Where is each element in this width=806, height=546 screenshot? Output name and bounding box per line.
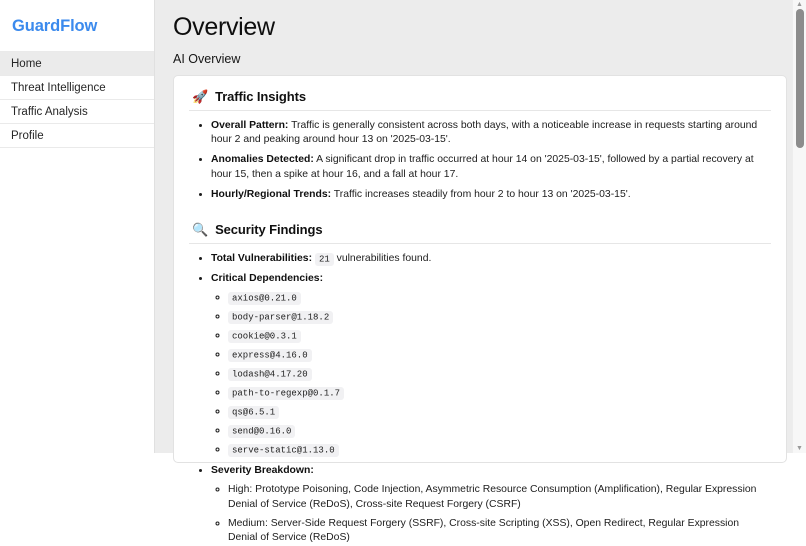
- traffic-insights-heading-text: Traffic Insights: [215, 89, 306, 104]
- dependency-name: express@4.16.0: [228, 349, 312, 362]
- traffic-insight-text: Traffic is generally consistent across both days, with a noticeable increase in requests starting around hour 2 and peaking around hour 13 on '2025-03-15'.: [211, 120, 758, 146]
- dependency-name: axios@0.21.0: [228, 292, 301, 305]
- scrollbar-thumb[interactable]: [796, 9, 804, 148]
- severity-breakdown-item: [211, 463, 771, 546]
- traffic-insight-label: Anomalies Detected:: [211, 154, 314, 166]
- dependency-item: [228, 404, 771, 420]
- scrollbar-down-arrow-icon[interactable]: ▼: [796, 445, 803, 452]
- sidebar-item-threat-intelligence[interactable]: [0, 75, 154, 100]
- sidebar-item-traffic-analysis[interactable]: [0, 99, 154, 124]
- traffic-insights-heading: [189, 86, 771, 104]
- severity-item: ◦ Medium: Server-Side Request Forgery (SSRF), Cross-site Scripting (XSS), Open Redirect, Regular Expression Denial of Service (ReDoS): [228, 516, 771, 546]
- dependency-name: qs@6.5.1: [228, 406, 279, 419]
- sidebar-item-label: Profile: [11, 129, 44, 142]
- dependency-item: [228, 347, 771, 363]
- dependency-item: [228, 328, 771, 344]
- critical-dependencies-label: Critical Dependencies:: [211, 273, 324, 285]
- security-findings-list: [189, 251, 771, 546]
- security-findings-divider: [189, 243, 771, 244]
- traffic-insights-divider: [189, 110, 771, 111]
- sidebar-item-label: Home: [11, 57, 42, 70]
- dependency-name: serve-static@1.13.0: [228, 444, 339, 457]
- severity-breakdown-label: Severity Breakdown:: [211, 464, 314, 476]
- total-vulnerabilities-suffix: vulnerabilities found.: [333, 253, 432, 265]
- dependency-item: [228, 423, 771, 439]
- ai-overview-card: [173, 75, 787, 544]
- section-spacer: [189, 207, 771, 219]
- dependency-item: [228, 385, 771, 401]
- sidebar: [0, 0, 155, 453]
- main-content: [155, 0, 806, 544]
- brand-logo[interactable]: GuardFlow: [12, 16, 98, 35]
- traffic-insight-item: [211, 152, 771, 181]
- dependency-name: body-parser@1.18.2: [228, 311, 333, 324]
- critical-dependencies-item: [211, 271, 771, 458]
- traffic-insight-label: Hourly/Regional Trends:: [211, 188, 332, 200]
- severity-item: ◦ High: Prototype Poisoning, Code Injection, Asymmetric Resource Consumption (Amplification), Regular Expression Denial of Service (ReDoS), Cross-site Request Forgery (CSRF): [228, 482, 771, 512]
- magnifying-glass-icon: 🔍: [192, 222, 209, 238]
- traffic-insight-text: Traffic increases steadily from hour 2 to hour 13 on '2025-03-15'.: [331, 188, 631, 200]
- dependency-item: [228, 290, 771, 306]
- security-findings-heading-text: Security Findings: [215, 222, 323, 238]
- traffic-insight-item: [211, 187, 771, 202]
- scrollbar-up-arrow-icon[interactable]: ▲: [796, 1, 803, 8]
- sidebar-item-label: Threat Intelligence: [11, 81, 106, 94]
- traffic-insights-list: [189, 118, 771, 202]
- section-label: AI Overview: [173, 52, 241, 66]
- dependency-name: lodash@4.17.20: [228, 368, 312, 381]
- total-vulnerabilities-label: Total Vulnerabilities:: [211, 253, 313, 265]
- page-title: Overview: [173, 13, 275, 41]
- sidebar-item-home[interactable]: [0, 51, 154, 76]
- dependency-item: [228, 309, 771, 325]
- dependency-item: [228, 366, 771, 382]
- critical-dependencies-list: [211, 290, 771, 458]
- traffic-insight-text: A significant drop in traffic occurred at hour 14 on '2025-03-15', followed by a partial recovery at hour 15, then a spike at hour 16, and a fall at hour 17.: [211, 154, 754, 180]
- dependency-name: send@0.16.0: [228, 425, 295, 438]
- security-findings-heading: [189, 219, 771, 237]
- rocket-icon: 🚀: [192, 89, 209, 104]
- total-vulnerabilities-item: [211, 251, 771, 266]
- dependency-name: path-to-regexp@0.1.7: [228, 387, 344, 400]
- traffic-insight-label: Overall Pattern:: [211, 120, 289, 131]
- page-scrollbar[interactable]: [792, 0, 806, 453]
- dependency-item: [228, 442, 771, 458]
- sidebar-nav: [0, 52, 154, 148]
- dependency-name: cookie@0.3.1: [228, 330, 301, 343]
- traffic-insight-item: [211, 118, 771, 147]
- sidebar-item-label: Traffic Analysis: [11, 105, 88, 118]
- severity-list: [211, 482, 771, 546]
- sidebar-item-profile[interactable]: [0, 123, 154, 148]
- vulnerability-count-badge: 21: [315, 253, 334, 266]
